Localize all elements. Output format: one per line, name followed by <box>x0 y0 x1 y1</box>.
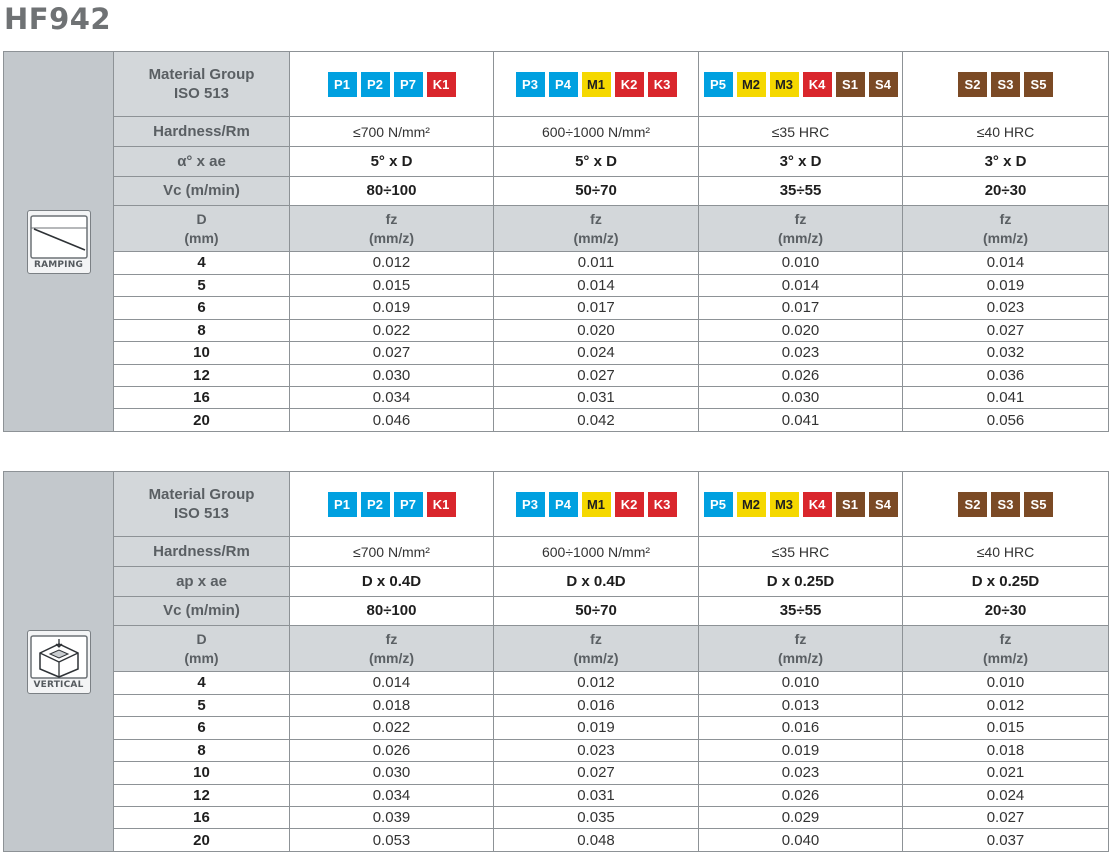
fz-unit-text: (mm/z) <box>368 229 415 246</box>
fz-unit-text: (mm/z) <box>982 649 1029 666</box>
diameter-cell: 12 <box>114 784 290 806</box>
material-chip-p7: P7 <box>394 72 423 97</box>
hardness-value: ≤40 HRC <box>903 117 1109 147</box>
diameter-cell: 5 <box>114 694 290 716</box>
fz-cell: 0.056 <box>903 409 1109 432</box>
ramp-angle-value: 3° x D <box>699 146 903 176</box>
diameter-cell: 20 <box>114 409 290 432</box>
fz-cell: 0.023 <box>494 739 699 761</box>
table-row <box>114 717 1109 739</box>
iso-513-text: ISO 513 <box>173 505 230 523</box>
fz-cell: 0.024 <box>494 342 699 364</box>
diameter-cell: 10 <box>114 342 290 364</box>
fz-cell: 0.027 <box>903 319 1109 341</box>
table-row <box>114 694 1109 716</box>
fz-cell: 0.042 <box>494 409 699 432</box>
ramp-angle-label: α° x ae <box>114 146 290 176</box>
material-chip-p4: P4 <box>549 72 578 97</box>
material-chips-cell <box>903 52 1109 117</box>
diameter-cell: 20 <box>114 829 290 852</box>
fz-header-text: fz <box>999 210 1012 227</box>
hardness-value: ≤700 N/mm² <box>290 117 494 147</box>
fz-unit-text: (mm/z) <box>368 649 415 666</box>
fz-cell: 0.026 <box>290 739 494 761</box>
diameter-header <box>114 206 290 252</box>
material-chip-p5: P5 <box>704 72 733 97</box>
material-chip-p1: P1 <box>328 72 357 97</box>
fz-cell: 0.039 <box>290 807 494 829</box>
material-chips-cell <box>290 472 494 537</box>
fz-cell: 0.017 <box>699 297 903 319</box>
material-chip-s4: S4 <box>869 72 898 97</box>
diameter-cell: 6 <box>114 297 290 319</box>
fz-header <box>903 206 1109 252</box>
fz-cell: 0.026 <box>699 364 903 386</box>
vertical-label: VERTICAL <box>33 679 84 690</box>
hardness-value: 600÷1000 N/mm² <box>494 537 699 567</box>
hardness-label: Hardness/Rm <box>114 117 290 147</box>
hardness-label: Hardness/Rm <box>114 537 290 567</box>
vc-value: 20÷30 <box>903 596 1109 626</box>
fz-cell: 0.030 <box>290 762 494 784</box>
fz-cell: 0.024 <box>903 784 1109 806</box>
vc-value: 50÷70 <box>494 596 699 626</box>
table-row <box>114 762 1109 784</box>
fz-cell: 0.014 <box>903 252 1109 274</box>
table-row <box>114 409 1109 432</box>
material-chip-s3: S3 <box>991 72 1020 97</box>
diameter-unit-text: (mm) <box>184 229 219 246</box>
material-chip-s2: S2 <box>958 72 987 97</box>
fz-cell: 0.011 <box>494 252 699 274</box>
material-chip-k1: K1 <box>427 72 456 97</box>
hardness-value: ≤700 N/mm² <box>290 537 494 567</box>
fz-cell: 0.022 <box>290 717 494 739</box>
table-row <box>114 784 1109 806</box>
fz-cell: 0.032 <box>903 342 1109 364</box>
material-chip-p3: P3 <box>516 492 545 517</box>
material-chip-p2: P2 <box>361 492 390 517</box>
fz-cell: 0.010 <box>699 672 903 694</box>
material-chips-cell <box>699 472 903 537</box>
fz-cell: 0.012 <box>494 672 699 694</box>
fz-cell: 0.019 <box>494 717 699 739</box>
fz-cell: 0.046 <box>290 409 494 432</box>
material-chips-cell <box>494 52 699 117</box>
fz-cell: 0.031 <box>494 784 699 806</box>
material-group-label <box>114 472 290 537</box>
fz-cell: 0.014 <box>290 672 494 694</box>
table-row <box>114 319 1109 341</box>
fz-cell: 0.036 <box>903 364 1109 386</box>
vertical-section <box>3 471 1108 852</box>
fz-cell: 0.035 <box>494 807 699 829</box>
fz-cell: 0.031 <box>494 387 699 409</box>
diameter-cell: 4 <box>114 672 290 694</box>
material-chip-s5: S5 <box>1024 492 1053 517</box>
diameter-cell: 10 <box>114 762 290 784</box>
ap-ae-value: D x 0.4D <box>290 566 494 596</box>
vertical-pocket-icon <box>30 635 88 679</box>
table-row <box>114 672 1109 694</box>
fz-cell: 0.013 <box>699 694 903 716</box>
page-title: HF942 <box>4 2 112 36</box>
fz-header <box>699 206 903 252</box>
table-row <box>114 342 1109 364</box>
fz-cell: 0.010 <box>903 672 1109 694</box>
vertical-table <box>113 471 1109 852</box>
fz-cell: 0.034 <box>290 387 494 409</box>
table-row <box>114 387 1109 409</box>
table-row <box>114 364 1109 386</box>
table-row <box>114 739 1109 761</box>
material-chip-m1: M1 <box>582 72 611 97</box>
fz-cell: 0.027 <box>903 807 1109 829</box>
material-chip-p7: P7 <box>394 492 423 517</box>
iso-513-text: ISO 513 <box>173 85 230 103</box>
diameter-cell: 8 <box>114 319 290 341</box>
fz-cell: 0.019 <box>699 739 903 761</box>
material-chip-p5: P5 <box>704 492 733 517</box>
hardness-value: 600÷1000 N/mm² <box>494 117 699 147</box>
fz-cell: 0.037 <box>903 829 1109 852</box>
material-chips-cell <box>290 52 494 117</box>
fz-cell: 0.023 <box>903 297 1109 319</box>
material-chip-k4: K4 <box>803 492 832 517</box>
diameter-cell: 8 <box>114 739 290 761</box>
material-chip-s1: S1 <box>836 492 865 517</box>
fz-cell: 0.019 <box>290 297 494 319</box>
diameter-header <box>114 626 290 672</box>
material-chip-p4: P4 <box>549 492 578 517</box>
fz-header-text: fz <box>590 210 602 227</box>
fz-cell: 0.014 <box>494 274 699 296</box>
fz-cell: 0.023 <box>699 342 903 364</box>
hardness-value: ≤35 HRC <box>699 537 903 567</box>
material-chips-cell <box>494 472 699 537</box>
fz-header-text: fz <box>794 210 807 227</box>
fz-cell: 0.027 <box>494 762 699 784</box>
ramp-angle-value: 5° x D <box>494 146 699 176</box>
ramping-icon <box>30 215 88 259</box>
ap-ae-value: D x 0.25D <box>699 566 903 596</box>
vc-label: Vc (m/min) <box>114 176 290 206</box>
material-chip-m3: M3 <box>770 72 799 97</box>
fz-cell: 0.016 <box>494 694 699 716</box>
fz-cell: 0.026 <box>699 784 903 806</box>
fz-cell: 0.019 <box>903 274 1109 296</box>
material-chip-m3: M3 <box>770 492 799 517</box>
fz-cell: 0.014 <box>699 274 903 296</box>
material-group-label <box>114 52 290 117</box>
fz-unit-text: (mm/z) <box>777 229 824 246</box>
material-chip-p2: P2 <box>361 72 390 97</box>
ramping-label: RAMPING <box>33 259 84 270</box>
table-row <box>114 807 1109 829</box>
fz-cell: 0.021 <box>903 762 1109 784</box>
fz-cell: 0.022 <box>290 319 494 341</box>
fz-cell: 0.015 <box>903 717 1109 739</box>
material-group-text: Material Group <box>148 66 255 84</box>
fz-header-text: fz <box>999 630 1012 647</box>
fz-header <box>494 206 699 252</box>
material-chip-s1: S1 <box>836 72 865 97</box>
fz-header-text: fz <box>385 630 398 647</box>
fz-header <box>290 206 494 252</box>
fz-unit-text: (mm/z) <box>573 229 619 246</box>
diameter-cell: 16 <box>114 387 290 409</box>
fz-cell: 0.053 <box>290 829 494 852</box>
vc-value: 80÷100 <box>290 596 494 626</box>
fz-cell: 0.030 <box>290 364 494 386</box>
fz-cell: 0.012 <box>903 694 1109 716</box>
ap-ae-label: ap x ae <box>114 566 290 596</box>
vc-value: 80÷100 <box>290 176 494 206</box>
fz-cell: 0.020 <box>699 319 903 341</box>
fz-cell: 0.017 <box>494 297 699 319</box>
fz-cell: 0.027 <box>290 342 494 364</box>
ramping-badge <box>27 210 91 274</box>
hardness-value: ≤35 HRC <box>699 117 903 147</box>
fz-cell: 0.029 <box>699 807 903 829</box>
vc-value: 50÷70 <box>494 176 699 206</box>
fz-cell: 0.041 <box>903 387 1109 409</box>
material-chip-p3: P3 <box>516 72 545 97</box>
material-chip-s3: S3 <box>991 492 1020 517</box>
ramping-section <box>3 51 1108 432</box>
ramping-table <box>113 51 1109 432</box>
fz-cell: 0.020 <box>494 319 699 341</box>
material-chip-s4: S4 <box>869 492 898 517</box>
fz-cell: 0.010 <box>699 252 903 274</box>
material-chips-cell <box>903 472 1109 537</box>
vc-value: 20÷30 <box>903 176 1109 206</box>
fz-header-text: fz <box>590 630 602 647</box>
table-row <box>114 297 1109 319</box>
fz-unit-text: (mm/z) <box>982 229 1029 246</box>
material-chip-m2: M2 <box>737 72 766 97</box>
vc-label: Vc (m/min) <box>114 596 290 626</box>
fz-cell: 0.012 <box>290 252 494 274</box>
fz-unit-text: (mm/z) <box>777 649 824 666</box>
material-chip-m1: M1 <box>582 492 611 517</box>
diameter-cell: 4 <box>114 252 290 274</box>
fz-cell: 0.016 <box>699 717 903 739</box>
diameter-header-text: D <box>196 630 207 647</box>
fz-cell: 0.030 <box>699 387 903 409</box>
fz-cell: 0.048 <box>494 829 699 852</box>
ramp-angle-value: 3° x D <box>903 146 1109 176</box>
material-chip-k1: K1 <box>427 492 456 517</box>
ap-ae-value: D x 0.25D <box>903 566 1109 596</box>
material-chip-s2: S2 <box>958 492 987 517</box>
fz-unit-text: (mm/z) <box>573 649 619 666</box>
vc-value: 35÷55 <box>699 176 903 206</box>
diameter-cell: 5 <box>114 274 290 296</box>
fz-cell: 0.041 <box>699 409 903 432</box>
material-chips-cell <box>699 52 903 117</box>
ramping-side-panel <box>3 51 113 432</box>
material-chip-k3: K3 <box>648 72 677 97</box>
material-chip-k2: K2 <box>615 492 644 517</box>
diameter-cell: 16 <box>114 807 290 829</box>
material-chip-p1: P1 <box>328 492 357 517</box>
ramp-angle-value: 5° x D <box>290 146 494 176</box>
fz-header <box>903 626 1109 672</box>
ap-ae-value: D x 0.4D <box>494 566 699 596</box>
fz-header <box>290 626 494 672</box>
fz-header-text: fz <box>385 210 398 227</box>
material-chip-s5: S5 <box>1024 72 1053 97</box>
vc-value: 35÷55 <box>699 596 903 626</box>
fz-cell: 0.034 <box>290 784 494 806</box>
diameter-header-text: D <box>196 210 207 227</box>
diameter-cell: 12 <box>114 364 290 386</box>
fz-header <box>494 626 699 672</box>
material-group-text: Material Group <box>148 486 255 504</box>
fz-header <box>699 626 903 672</box>
vertical-badge <box>27 630 91 694</box>
fz-cell: 0.023 <box>699 762 903 784</box>
fz-cell: 0.040 <box>699 829 903 852</box>
material-chip-k2: K2 <box>615 72 644 97</box>
diameter-cell: 6 <box>114 717 290 739</box>
fz-cell: 0.027 <box>494 364 699 386</box>
fz-cell: 0.015 <box>290 274 494 296</box>
fz-header-text: fz <box>794 630 807 647</box>
table-row <box>114 829 1109 852</box>
vertical-side-panel <box>3 471 113 852</box>
table-row <box>114 252 1109 274</box>
fz-cell: 0.018 <box>290 694 494 716</box>
table-row <box>114 274 1109 296</box>
material-chip-m2: M2 <box>737 492 766 517</box>
fz-cell: 0.018 <box>903 739 1109 761</box>
material-chip-k3: K3 <box>648 492 677 517</box>
hardness-value: ≤40 HRC <box>903 537 1109 567</box>
diameter-unit-text: (mm) <box>184 649 219 666</box>
material-chip-k4: K4 <box>803 72 832 97</box>
